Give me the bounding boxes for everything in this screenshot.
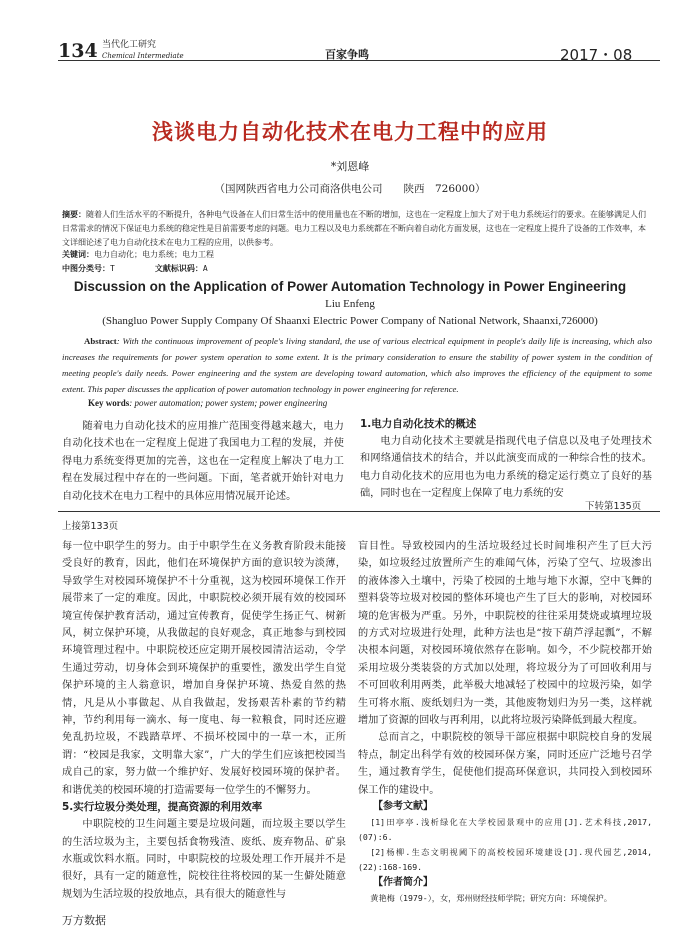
continued-to-note: 下转第135页 [585, 501, 642, 512]
keywords-en-text: : power automation; power system; power engineering [129, 398, 328, 408]
section1-paragraph: 电力自动化技术主要就是指现代电子信息以及电子处理技术和网络通信技术的结合，并以此演变而成的一种综合性的技术。电力自动化技术的应用也为电力系统的稳定运行奠立了良好的基础，同时也在一定程度上保障了电力系统的安 [360, 436, 652, 500]
doc-code-value: A [202, 264, 208, 273]
abstract-cn [62, 208, 652, 250]
classification-label: 中图分类号： [62, 264, 110, 273]
abstract-en-label: Abstract [84, 336, 117, 346]
reference-item: [2]杨柳.生态文明视阈下的高校校园环境建设[J].现代园艺,2014,(22):168-169. [358, 847, 652, 873]
affiliation-cn: （国网陕西省电力公司商洛供电公司 陕西 726000） [214, 183, 486, 195]
author-en: Liu Enfeng [325, 298, 375, 310]
keywords-cn [62, 248, 652, 262]
section-divider [58, 511, 660, 512]
section1-column [360, 416, 652, 503]
doc-code-label: 文献标识码： [154, 264, 203, 273]
reference-item: [1]田亭亭.浅析绿化在大学校园景观中的应用[J].艺术科技,2017,(07):6. [358, 817, 652, 843]
page-number: 134 [58, 40, 98, 62]
author-cn: *刘恩峰 [330, 160, 370, 173]
lower-right-paragraph-2: 总而言之，中职院校的领导干部应根据中职院校自身的发展特点，制定出科学有效的校园环保方案，同时还应广泛地号召学生，通过教育学生，促使他们提高环保意识，共同投入到校园环保工作的建设中。 [358, 732, 652, 796]
references-heading: 【参考文献】 [373, 801, 433, 813]
keywords-cn-text: 电力自动化；电力系统；电力工程 [94, 250, 214, 259]
section1-heading: 1.电力自动化技术的概述 [360, 418, 477, 430]
journal-name-en: Chemical Intermediate [102, 52, 184, 60]
affiliation-en: (Shangluo Power Supply Company Of Shaanxi Electric Power Company of National Network, Shaanxi,726000) [102, 315, 598, 327]
abstract-en-text: : With the continuous improvement of people's living standard, the use of various electrical equipment in people's daily life is increasing, which also increases the requirements for power system operation to some extent. It is the primary consideration to ensure the stability of power system in the condition of meeting people's daily needs. Power engineering and the system are developing toward automation, which also improves the efficiency of the equipment to some extent. This paper discusses the application of power automation technology in power engineering for reference. [62, 336, 652, 394]
author-bio-heading: 【作者简介】 [373, 877, 433, 889]
header-rule [58, 60, 660, 61]
abstract-cn-text: 随着人们生活水平的不断提升，各种电气设备在人们日常生活中的使用量也在不断的增加，这也在一定程度上加大了对于电力系统运行的要求。在能够满足人们日常需求的情况下保证电力系统的稳定性是目前需要考虑的问题。电力工程以及电力系统都在不断向着自动化方面发展，这也在一定程度上提升了设备的工作效率，本文详细论述了电力自动化技术在电力工程的应用，以供参考。 [62, 210, 646, 247]
abstract-en [62, 333, 652, 397]
keywords-cn-label: 关键词： [62, 250, 94, 259]
article-title-en: Discussion on the Application of Power Automation Technology in Power Engineering [73, 279, 627, 294]
lower-left-paragraph: 每一位中职学生的努力。由于中职学生在义务教育阶段未能接受良好的教育，因此，他们在环境保护方面的意识较为淡薄，导致学生对校园环境保护不十分重视，这为校园环境保工作开展带来了一定的难度。因此，中职院校必须开展有效的校园环境宣传保护教育活动，通过宣传教育，促使学生扬正气、树新风，树立保护环境，从我做起的良好观念，真正地参与到校园环境管理过程中。中职院校还应定期开展校园清洁运动，令学生通过劳动，切身体会到环境保护的重要性，激发出学生自觉保护环境的主人翁意识，增加自身保护环境、热爱自然的热情，凡是从小事做起、从自我做起，发扬艰苦朴素的节约精神，节约利用每一滴水、每一度电、每一粒粮食，同时还应避免乱扔垃圾，不践踏草坪、不损坏校园中的一草一木，正所谓：“校园是我家，文明靠大家”，广大的学生们应该把校园当成自己的家，努力做一个维护好、发展好校园环境的保护者。和谐优美的校园环境的打造需要每一位学生的不懈努力。 [62, 541, 346, 796]
article-title-cn: 浅谈电力自动化技术在电力工程中的应用 [152, 120, 548, 144]
intro-paragraph: 随着电力自动化技术的应用推广范围变得越来越大，电力自动化技术也在一定程度上促进了我国电力工程的发展，并使得电力系统变得更加的完善，这也在一定程度上解决了电力工程在发展过程中存在的一些问题。下面，笔者就开始针对电力自动化技术在电力工程中的具体应用情况展开论述。 [62, 421, 344, 502]
keywords-en-label: Key words [88, 398, 130, 408]
column-name: 百家争鸣 [325, 48, 369, 61]
issue-number: 2017・08 [560, 46, 633, 64]
lower-left-column [62, 538, 346, 903]
journal-name-cn: 当代化工研究 [102, 40, 157, 50]
keywords-en [88, 398, 327, 408]
continued-from-note: 上接第133页 [62, 521, 119, 532]
lower-right-column [358, 538, 652, 906]
journal-name [102, 40, 184, 62]
section5-paragraph: 中职院校的卫生问题主要是垃圾问题，而垃圾主要以学生的生活垃圾为主，主要包括食物残渣、废纸、废弃物品、矿泉水瓶或饮料水瓶。同时，中职院校的垃圾处理工作开展并不是很好，具有一定的随意性，院校往往将校园的某一生僻处随意规划为生活垃圾的投放地点，具有很大的随意性与 [62, 819, 346, 900]
section5-heading: 5.实行垃圾分类处理，提高资源的利用效率 [62, 801, 263, 814]
abstract-cn-label: 摘要： [62, 210, 86, 219]
classification-line [62, 262, 652, 276]
footer-source: 万方数据 [62, 914, 106, 927]
lower-right-paragraph-1: 盲目性。导致校园内的生活垃圾经过长时间堆积产生了巨大污染，如垃圾经过放置所产生的难闻气体，污染了空气、垃圾渗出的液体渗入土壤中，污染了校园的土地与地下水源，空中飞舞的塑料袋等垃圾对校园的整体环境也产生了巨大的影响，对校园环境的危害极为严重。另外，中职院校的往往采用焚烧或填埋垃圾的方式对垃圾进行处理，此种方法也是“按下葫芦浮起瓢”，不解决根本问题，对校园环境依然存在影响。如今，不少院校都开始采用垃圾分类装袋的方式加以处理，将垃圾分为了可回收利用与不可回收利用两类，此举极大地减轻了校园中的垃圾污染，如学生可将水瓶、废纸划归为一类，其他废物划归为另一类，这样就增加了资源的回收与再利用，以此将垃圾污染降低到最大程度。 [358, 541, 652, 727]
intro-column [62, 418, 344, 505]
classification-value: T [110, 264, 115, 273]
author-bio: 黄艳梅（1979-），女，郑州财经技师学院；研究方向：环境保护。 [370, 893, 612, 904]
